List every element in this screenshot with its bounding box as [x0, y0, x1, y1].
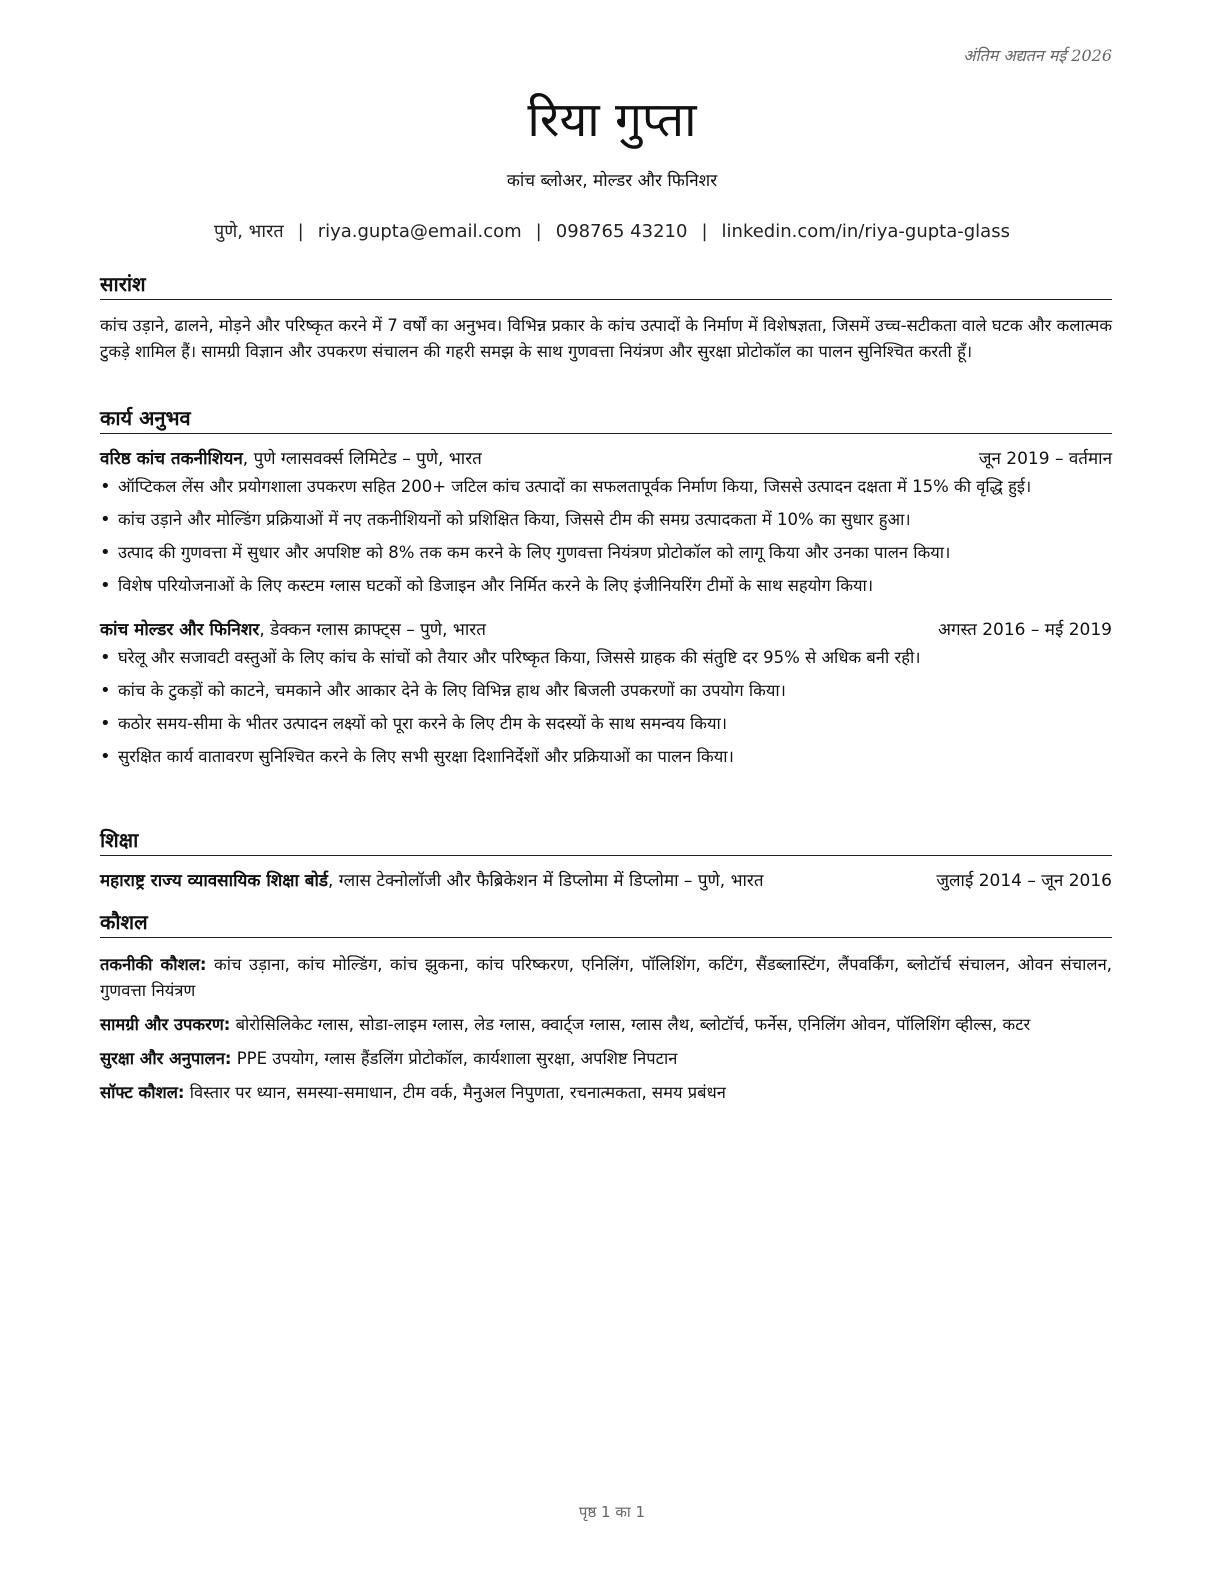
experience-heading: कार्य अनुभव [100, 404, 1112, 434]
job-bullet: • कांच के टुकड़ों को काटने, चमकाने और आकार देने के लिए विभिन्न हाथ और बिजली उपकरणों का उपयोग किया। [100, 678, 1112, 704]
contact-separator: | [701, 221, 708, 242]
education-detail: , ग्लास टेक्नोलॉजी और फैब्रिकेशन में डिप्लोमा में डिप्लोमा – पुणे, भारत [328, 871, 764, 891]
contact-separator: | [297, 221, 304, 242]
skill-value: विस्तार पर ध्यान, समस्या-समाधान, टीम वर्क, मैनुअल निपुणता, रचनात्मकता, समय प्रबंधन [184, 1083, 726, 1102]
page-number: पृष्ठ 1 का 1 [578, 1503, 646, 1521]
skill-line [100, 1046, 1112, 1072]
skill-line [100, 952, 1112, 1004]
skills-heading: कौशल [100, 908, 1112, 938]
job-dates: जून 2019 – वर्तमान [978, 449, 1112, 469]
education-heading: शिक्षा [100, 826, 1112, 856]
skill-line [100, 1012, 1112, 1038]
job-org: , पुणे ग्लासवर्क्स लिमिटेड – पुणे, भारत [242, 449, 482, 469]
last-updated: अंतिम अद्यतन मई 2026 [963, 46, 1112, 65]
job-bullet: • सुरक्षित कार्य वातावरण सुनिश्चित करने के लिए सभी सुरक्षा दिशानिर्देशों और प्रक्रियाओं का पालन किया। [100, 744, 1112, 770]
education-entry [100, 868, 1112, 894]
education-institution: महाराष्ट्र राज्य व्यावसायिक शिक्षा बोर्ड [100, 871, 328, 891]
job-bullets [100, 645, 1112, 770]
job-dates: अगस्त 2016 – मई 2019 [937, 620, 1112, 640]
skills-section [100, 908, 1112, 1106]
candidate-title: कांच ब्लोअर, मोल्डर और फिनिशर [506, 171, 718, 191]
contact-location: पुणे, भारत [214, 221, 284, 242]
skill-label: सॉफ्ट कौशल: [100, 1083, 185, 1102]
job-bullets [100, 474, 1112, 599]
job-role: कांच मोल्डर और फिनिशर [100, 620, 260, 640]
summary-text: कांच उड़ाने, ढालने, मोड़ने और परिष्कृत करने में 7 वर्षों का अनुभव। विभिन्न प्रकार के कांच उत्पादों के निर्माण में विशेषज्ञता, जिसमें उच्च-सटीकता वाले घटक और कलात्मक टुकड़े शामिल हैं। सामग्री विज्ञान और उपकरण संचालन की गहरी समझ के साथ गुणवत्ता नियंत्रण और सुरक्षा प्रोटोकॉल का पालन सुनिश्चित करती हूँ। [100, 316, 1112, 361]
job-bullet: • उत्पाद की गुणवत्ता में सुधार और अपशिष्ट को 8% तक कम करने के लिए गुणवत्ता नियंत्रण प्रोटोकॉल को लागू किया और उनका पालन किया। [100, 540, 1112, 566]
contact-email-link[interactable]: riya.gupta@email.com [317, 221, 522, 242]
candidate-name: रिया गुप्ता [527, 92, 697, 148]
skill-label: सुरक्षा और अनुपालन: [100, 1049, 232, 1068]
contact-separator: | [535, 221, 542, 242]
job-header [100, 617, 1112, 643]
contact-line [0, 219, 1224, 243]
job-org: , डेक्कन ग्लास क्राफ्ट्स – पुणे, भारत [259, 620, 486, 640]
job-bullet: • ऑप्टिकल लेंस और प्रयोगशाला उपकरण सहित 200+ जटिल कांच उत्पादों का सफलतापूर्वक निर्माण किया, जिससे उत्पादन दक्षता में 15% की वृद्धि हुई। [100, 474, 1112, 500]
job-bullet: • विशेष परियोजनाओं के लिए कस्टम ग्लास घटकों को डिजाइन और निर्मित करने के लिए इंजीनियरिंग टीमों के साथ सहयोग किया। [100, 573, 1112, 599]
job-bullet: • कठोर समय-सीमा के भीतर उत्पादन लक्ष्यों को पूरा करने के लिए टीम के सदस्यों के साथ समन्वय किया। [100, 711, 1112, 737]
job-role: वरिष्ठ कांच तकनीशियन [100, 449, 243, 469]
education-dates: जुलाई 2014 – जून 2016 [936, 871, 1112, 891]
skill-line [100, 1080, 1112, 1106]
skill-value: PPE उपयोग, ग्लास हैंडलिंग प्रोटोकॉल, कार्यशाला सुरक्षा, अपशिष्ट निपटान [231, 1049, 678, 1068]
skill-value: बोरोसिलिकेट ग्लास, सोडा-लाइम ग्लास, लेड ग्लास, क्वार्ट्ज ग्लास, ग्लास लैथ, ब्लोटॉर्च, फर्नेस, एनिलिंग ओवन, पॉलिशिंग व्हील्स, कटर [230, 1015, 1031, 1034]
experience-section [100, 404, 1112, 777]
job-header [100, 446, 1112, 472]
skill-value: कांच उड़ाना, कांच मोल्डिंग, कांच झुकना, कांच परिष्करण, एनिलिंग, पॉलिशिंग, कटिंग, सैंडब्लास्टिंग, लैंपवर्किंग, ब्लोटॉर्च संचालन, ओवन संचालन, गुणवत्ता नियंत्रण [100, 955, 1112, 1000]
skill-label: तकनीकी कौशल: [100, 955, 207, 974]
education-section [100, 826, 1112, 894]
contact-phone: 098765 43210 [555, 221, 688, 242]
summary-heading: सारांश [100, 270, 1112, 300]
job-bullet: • कांच उड़ाने और मोल्डिंग प्रक्रियाओं में नए तकनीशियनों को प्रशिक्षित किया, जिससे टीम की समग्र उत्पादकता में 10% का सुधार हुआ। [100, 507, 1112, 533]
summary-section [100, 270, 1112, 365]
skill-label: सामग्री और उपकरण: [100, 1015, 231, 1034]
contact-linkedin-link[interactable]: linkedin.com/in/riya-gupta-glass [721, 221, 1010, 242]
job-entry [100, 617, 1112, 770]
job-bullet: • घरेलू और सजावटी वस्तुओं के लिए कांच के सांचों को तैयार और परिष्कृत किया, जिससे ग्राहक की संतुष्टि दर 95% से अधिक बनी रही। [100, 645, 1112, 671]
job-entry [100, 446, 1112, 599]
